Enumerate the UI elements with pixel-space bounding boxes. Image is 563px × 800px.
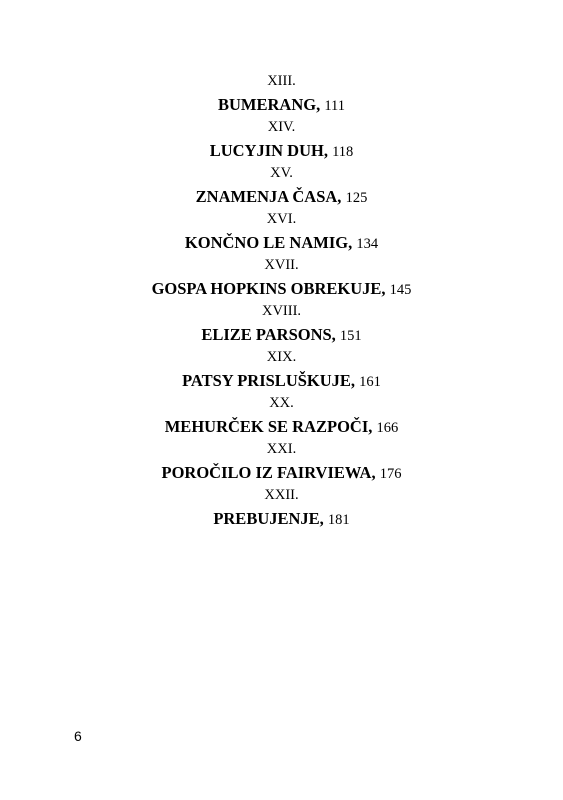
chapter-numeral: XX. bbox=[269, 395, 294, 411]
toc-entry bbox=[0, 301, 563, 347]
chapter-page: 151 bbox=[339, 328, 362, 344]
chapter-page: 166 bbox=[376, 420, 399, 436]
chapter-title: BUMERANG, bbox=[217, 95, 321, 114]
toc-entry bbox=[0, 485, 563, 531]
chapter-numeral: XV. bbox=[270, 165, 293, 181]
chapter-line bbox=[0, 368, 563, 393]
chapter-numeral: XIX. bbox=[266, 349, 297, 365]
toc-entry bbox=[0, 255, 563, 301]
toc-entry bbox=[0, 163, 563, 209]
chapter-line bbox=[0, 92, 563, 117]
chapter-numeral: XVI. bbox=[266, 211, 297, 227]
chapter-page: 176 bbox=[379, 466, 402, 482]
chapter-page: 161 bbox=[359, 374, 381, 390]
chapter-line bbox=[0, 460, 563, 485]
chapter-page: 118 bbox=[332, 144, 354, 160]
chapter-page: 181 bbox=[327, 512, 350, 528]
chapter-numeral: XXII. bbox=[264, 487, 299, 503]
chapter-title: ELIZE PARSONS, bbox=[201, 325, 336, 344]
toc-entry bbox=[0, 71, 563, 117]
toc-entry bbox=[0, 209, 563, 255]
chapter-numeral: XVII. bbox=[264, 257, 299, 273]
chapter-line bbox=[0, 138, 563, 163]
chapter-page: 111 bbox=[324, 98, 346, 114]
chapter-title: POROČILO IZ FAIRVIEWA, bbox=[161, 463, 376, 482]
chapter-line bbox=[0, 322, 563, 347]
chapter-line bbox=[0, 184, 563, 209]
chapter-title: PREBUJENJE, bbox=[213, 509, 324, 528]
chapter-title: ZNAMENJA ČASA, bbox=[195, 187, 342, 206]
toc-entry bbox=[0, 347, 563, 393]
chapter-page: 134 bbox=[356, 236, 379, 252]
chapter-numeral: XXI. bbox=[266, 441, 297, 457]
toc-entry bbox=[0, 393, 563, 439]
toc-entry bbox=[0, 439, 563, 485]
chapter-line bbox=[0, 230, 563, 255]
chapter-numeral: XIV. bbox=[267, 119, 296, 135]
chapter-title: LUCYJIN DUH, bbox=[209, 141, 328, 160]
chapter-numeral: XIII. bbox=[267, 73, 296, 89]
chapter-title: MEHURČEK SE RAZPOČI, bbox=[164, 417, 373, 436]
page-number: 6 bbox=[74, 728, 82, 744]
chapter-title: KONČNO LE NAMIG, bbox=[184, 233, 353, 252]
chapter-line bbox=[0, 414, 563, 439]
chapter-page: 145 bbox=[389, 282, 412, 298]
table-of-contents bbox=[0, 71, 563, 531]
chapter-title: PATSY PRISLUŠKUJE, bbox=[182, 371, 356, 390]
toc-entry bbox=[0, 117, 563, 163]
chapter-line bbox=[0, 276, 563, 301]
chapter-numeral: XVIII. bbox=[261, 303, 302, 319]
chapter-line bbox=[0, 506, 563, 531]
chapter-page: 125 bbox=[345, 190, 368, 206]
chapter-title: GOSPA HOPKINS OBREKUJE, bbox=[151, 279, 386, 298]
